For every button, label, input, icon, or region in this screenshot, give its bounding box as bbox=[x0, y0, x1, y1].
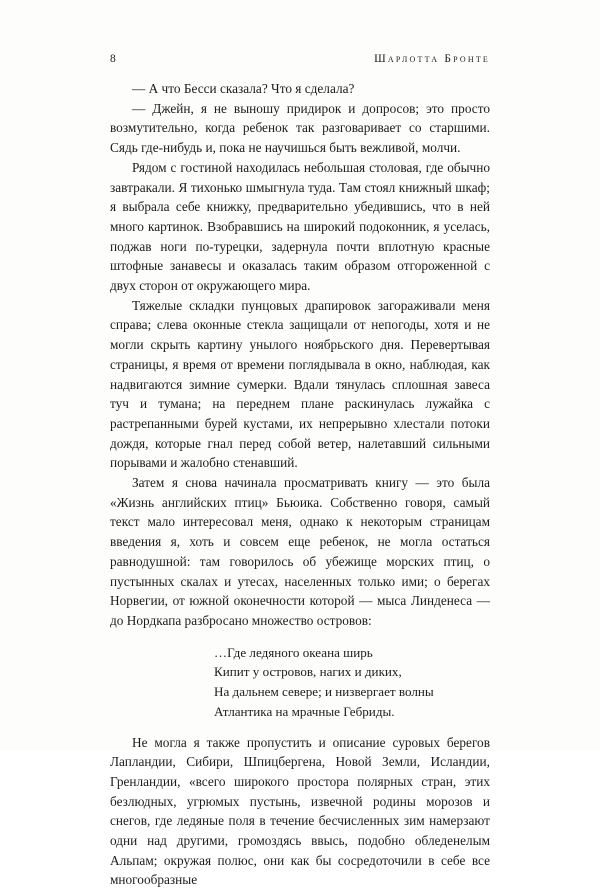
paragraph: Тяжелые складки пунцовых драпировок загораживали меня справа; слева оконные стекла защищали от непогоды, хотя и не могли скрыть картину унылого ноябрьского дня. Перевертывая страницы, я время от времени поглядывала в окно, наблюдая, как надвигаются зимние сумерки. Вдали тянулась сплошная завеса туч и тумана; на переднем плане раскинулась лужайка с растрепанными бурей кустами, их непрерывно хлестали потоки дождя, которые гнал перед собой ветер, налетавший сильными порывами и жалобно стенавший. bbox=[110, 296, 490, 473]
paragraph: Рядом с гостиной находилась небольшая столовая, где обычно завтракали. Я тихонько шмыгнула туда. Там стоял книжный шкаф; я выбрала себе книжку, предварительно убедившись, что в ней много картинок. Взобравшись на широкий подоконник, я уселась, поджав ноги по-турецки, задернула почти вплотную красные штофные занавесы и оказалась таким образом отгороженной с двух сторон от окружающего мира. bbox=[110, 158, 490, 296]
poem-line: Кипит у островов, нагих и диких, bbox=[214, 662, 490, 682]
poem-line: …Где ледяного океана ширь bbox=[214, 643, 490, 663]
poem-quote bbox=[110, 643, 490, 722]
paragraph: Затем я снова начинала просматривать книгу — это была «Жизнь английских птиц» Бьюика. Собственно говоря, самый текст мало интересовал меня, однако к некоторым страницам введения я, хоть и совсем еще ребенок, не могла остаться равнодушной: там говорилось об убежище морских птиц, о пустынных скалах и утесах, населенных только ими; о берегах Норвегии, от южной оконечности которой — мыса Линденеса — до Нордкапа разбросано множество островов: bbox=[110, 473, 490, 631]
poem-line: На дальнем севере; и низвергает волны bbox=[214, 682, 490, 702]
paragraph: — Джейн, я не выношу придирок и допросов; это просто возмутительно, когда ребенок так разговаривает со старшими. Сядь где-нибудь и, пока не научишься быть вежливой, молчи. bbox=[110, 99, 490, 158]
page-number: 8 bbox=[110, 53, 116, 65]
paragraph: Не могла я также пропустить и описание суровых берегов Лапландии, Сибири, Шпицбергена, Новой Земли, Исландии, Гренландии, «всего широкого простора полярных стран, этих безлюдных, угрюмых пустынь, извечной родины морозов и снегов, где ледяные поля в течение бесчисленных зим намерзают одни над другими, громоздясь ввысь, подобно обледенелым Альпам; окружая полюс, они как бы сосредоточили в себе все многообразные bbox=[110, 733, 490, 890]
poem-line: Атлантика на мрачные Гебриды. bbox=[214, 702, 490, 722]
page-body bbox=[110, 79, 490, 890]
running-title: Шарлотта Бронте bbox=[374, 53, 490, 65]
paragraph: — А что Бесси сказала? Что я сделала? bbox=[110, 79, 490, 99]
page-header bbox=[110, 53, 490, 67]
